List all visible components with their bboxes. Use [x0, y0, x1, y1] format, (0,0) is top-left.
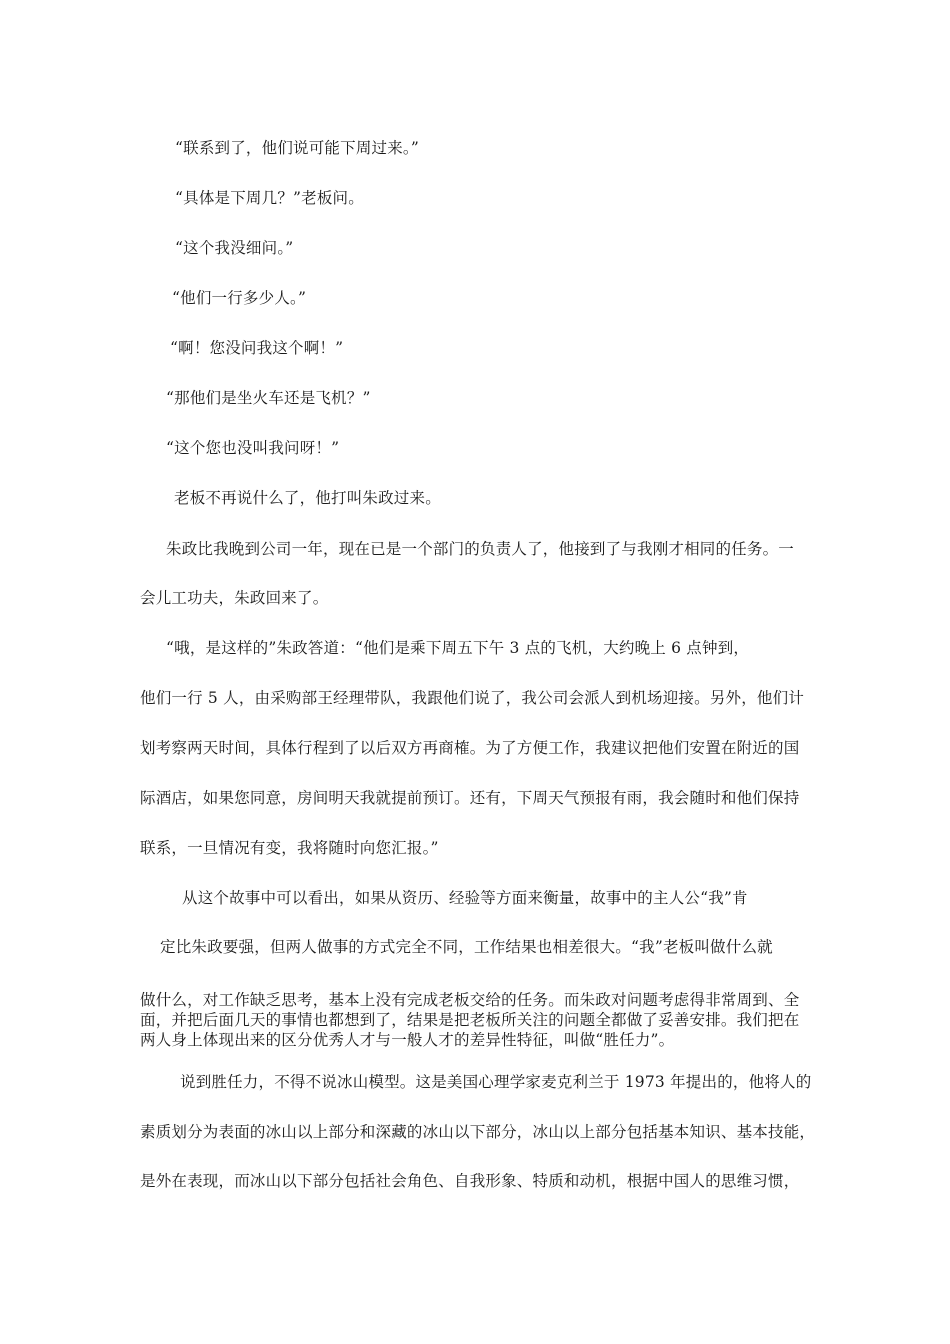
text-line-5: “啊！您没问我这个啊！”: [170, 339, 344, 357]
text-line-22: 素质划分为表面的冰山以上部分和深藏的冰山以下部分，冰山以上部分包括基本知识、基本技能，: [140, 1123, 816, 1141]
text-line-6: “那他们是坐火车还是飞机？”: [166, 389, 371, 407]
text-line-20: 两人身上体现出来的区分优秀人才与一般人才的差异性特征，叫做“胜任力”。: [140, 1031, 675, 1049]
text-line-16: 从这个故事中可以看出，如果从资历、经验等方面来衡量，故事中的主人公“我”肯: [182, 889, 748, 907]
text-line-7: “这个您也没叫我问呀！”: [166, 439, 340, 457]
text-line-15: 联系，一旦情况有变，我将随时向您汇报。”: [140, 839, 439, 857]
text-line-18: 做什么，对工作缺乏思考，基本上没有完成老板交给的任务。而朱政对问题考虑得非常周到、全: [140, 991, 800, 1009]
text-line-12: 他们一行 5 人，由采购部王经理带队，我跟他们说了，我公司会派人到机场迎接。另外，他们计: [140, 689, 805, 707]
text-line-17: 定比朱政要强，但两人做事的方式完全不同，工作结果也相差很大。“我”老板叫做什么就: [160, 938, 773, 956]
text-line-1: “联系到了，他们说可能下周过来。”: [175, 139, 419, 157]
text-line-9: 朱政比我晚到公司一年，现在已是一个部门的负责人了，他接到了与我刚才相同的任务。一: [166, 540, 795, 558]
text-line-4: “他们一行多少人。”: [172, 289, 307, 307]
text-line-14: 际酒店，如果您同意，房间明天我就提前预订。还有，下周天气预报有雨，我会随时和他们保持: [140, 789, 800, 807]
text-line-3: “这个我没细问。”: [175, 239, 294, 257]
text-line-21: 说到胜任力，不得不说冰山模型。这是美国心理学家麦克利兰于 1973 年提出的，他将人的: [180, 1073, 812, 1091]
text-line-11: “哦，是这样的”朱政答道：“他们是乘下周五下午 3 点的飞机，大约晚上 6 点钟到，: [166, 639, 750, 657]
text-line-13: 划考察两天时间，具体行程到了以后双方再商榷。为了方便工作，我建议把他们安置在附近的国: [140, 739, 800, 757]
text-line-23: 是外在表现，而冰山以下部分包括社会角色、自我形象、特质和动机，根据中国人的思维习惯，: [140, 1172, 800, 1190]
text-line-10: 会儿工功夫，朱政回来了。: [140, 589, 329, 607]
text-line-8: 老板不再说什么了，他打叫朱政过来。: [174, 489, 441, 507]
text-line-2: “具体是下周几？”老板问。: [175, 189, 364, 207]
text-line-19: 面，并把后面几天的事情也都想到了，结果是把老板所关注的问题全都做了妥善安排。我们把在: [140, 1011, 800, 1029]
